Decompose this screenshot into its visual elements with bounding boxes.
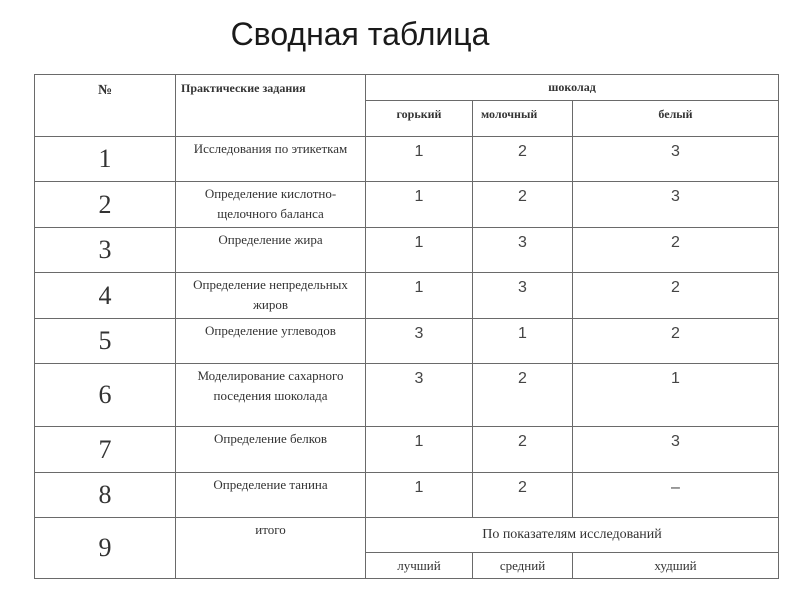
header-dark: горький [366, 101, 473, 137]
row-white-value: 3 [573, 427, 779, 473]
row-task: Определение жира [176, 228, 366, 273]
row-milk-value: 1 [473, 319, 573, 364]
total-best: лучший [366, 553, 473, 579]
row-number: 7 [35, 427, 176, 473]
total-medium: средний [473, 553, 573, 579]
row-milk-value: 3 [473, 228, 573, 273]
table-row [35, 473, 779, 518]
row-milk-value: 3 [473, 273, 573, 319]
row-milk-value: 2 [473, 473, 573, 518]
table-row [35, 427, 779, 473]
row-white-value: 2 [573, 228, 779, 273]
row-task: Определение углеводов [176, 319, 366, 364]
row-number: 1 [35, 137, 176, 182]
row-task: Моделирование сахарного поседения шоколада [176, 364, 366, 427]
page-title: Сводная таблица [230, 16, 490, 52]
summary-table [34, 74, 779, 579]
total-label: итого [176, 518, 366, 579]
row-milk-value: 2 [473, 137, 573, 182]
row-dark-value: 1 [366, 137, 473, 182]
row-number: 5 [35, 319, 176, 364]
row-white-value: – [573, 473, 779, 518]
row-number: 3 [35, 228, 176, 273]
row-task: Определение белков [176, 427, 366, 473]
row-white-value: 2 [573, 319, 779, 364]
table-row [35, 182, 779, 228]
row-dark-value: 1 [366, 228, 473, 273]
table-row [35, 137, 779, 182]
row-number: 2 [35, 182, 176, 228]
total-caption: По показателям исследований [366, 518, 779, 553]
row-milk-value: 2 [473, 364, 573, 427]
total-row [35, 518, 779, 553]
row-task: Исследования по этикеткам [176, 137, 366, 182]
header-row [35, 75, 779, 101]
row-dark-value: 3 [366, 319, 473, 364]
row-dark-value: 1 [366, 473, 473, 518]
header-white: белый [573, 101, 779, 137]
total-number: 9 [35, 518, 176, 579]
row-task: Определение непредельных жиров [176, 273, 366, 319]
total-worst: худший [573, 553, 779, 579]
row-milk-value: 2 [473, 427, 573, 473]
header-chocolate: шоколад [366, 75, 779, 101]
row-dark-value: 1 [366, 273, 473, 319]
row-dark-value: 1 [366, 182, 473, 228]
row-white-value: 1 [573, 364, 779, 427]
table-row [35, 364, 779, 427]
row-number: 8 [35, 473, 176, 518]
table-row [35, 228, 779, 273]
row-white-value: 3 [573, 182, 779, 228]
header-num: № [35, 75, 176, 137]
header-tasks: Практические задания [176, 75, 366, 137]
row-white-value: 3 [573, 137, 779, 182]
row-task: Определение кислотно-щелочного баланса [176, 182, 366, 228]
row-milk-value: 2 [473, 182, 573, 228]
table-row [35, 319, 779, 364]
row-white-value: 2 [573, 273, 779, 319]
header-milk: молочный [473, 101, 573, 137]
table-row [35, 273, 779, 319]
row-dark-value: 1 [366, 427, 473, 473]
row-dark-value: 3 [366, 364, 473, 427]
row-number: 4 [35, 273, 176, 319]
row-number: 6 [35, 364, 176, 427]
row-task: Определение танина [176, 473, 366, 518]
